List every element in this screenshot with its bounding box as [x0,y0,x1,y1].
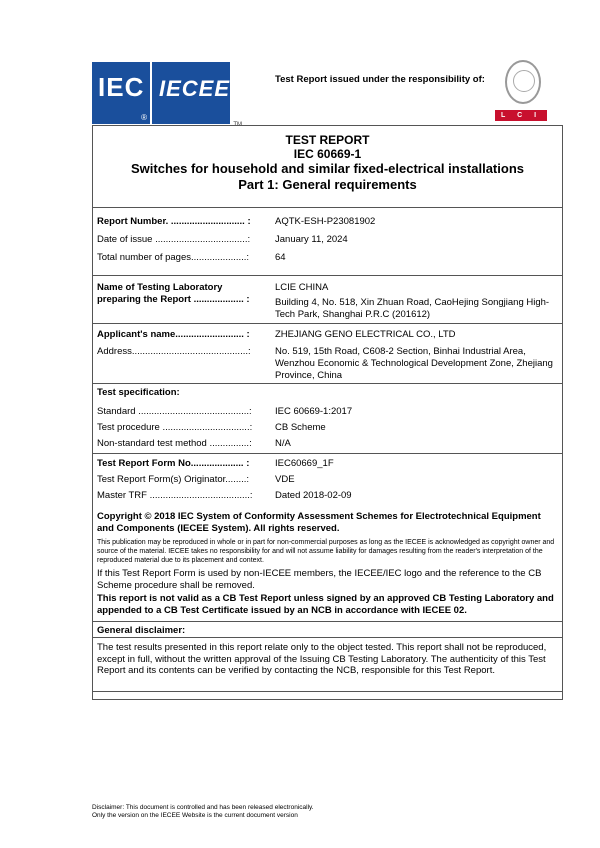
standard-label: Standard ..........................................: [97,406,252,417]
lab-label-line2: preparing the Report ................... : [97,294,250,305]
divider [93,323,562,324]
nonstandard-label: Non-standard test method ...............: [97,438,252,449]
footer-line-2: Only the version on the IECEE Website is the current document version [92,812,298,819]
non-member-notice: If this Test Report Form is used by non-IECEE members, the IECEE/IEC logo and the reference to the CB Scheme procedure shall be removed. [97,568,542,591]
general-disclaimer-text: The test results presented in this report relate only to the object tested. This report shall not be reproduced, except in full, without the written approval of the Issuing CB Testing Laboratory. The authenticity of this Test Report and its contents can be verified by contacting the NCB, responsible for this Test Report. [97,642,547,676]
report-number-label: Report Number. ............................ : [97,216,251,227]
lab-label-line1: Name of Testing Laboratory [97,282,223,293]
general-disclaimer-title: General disclaimer: [97,625,186,636]
applicant-label: Applicant's name.......................... : [97,329,250,340]
spec-title: Test specification: [97,387,180,398]
lab-name: LCIE CHINA [275,282,329,293]
procedure-label: Test procedure .................................: [97,422,253,433]
divider [93,621,562,622]
pages-value: 64 [275,252,286,263]
lab-label [97,282,269,306]
lcie-logo [495,60,547,130]
divider [93,453,562,454]
footer-disclaimer [92,804,314,820]
report-header [93,126,562,193]
divider [93,691,562,692]
date-value: January 11, 2024 [275,234,348,245]
copyright-title: Copyright © 2018 IEC System of Conformity Assessment Schemes for Electrotechnical Equipment and Components (IECEE System). All rights reserved. [97,511,541,534]
divider [93,275,562,276]
divider [93,637,562,638]
lab-value [275,282,560,321]
standard-value: IEC 60669-1:2017 [275,406,353,417]
iec-logo-text: IEC [98,72,145,102]
report-title: TEST REPORT [285,133,370,147]
report-standard: IEC 60669-1 [293,147,362,161]
certification-seal-icon [505,60,541,104]
trf-label: Test Report Form No.................... : [97,458,250,469]
report-part: Part 1: General requirements [238,177,417,192]
report-number-value: AQTK-ESH-P23081902 [275,216,376,227]
lab-address: Building 4, No. 518, Xin Zhuan Road, CaoHejing Songjiang High-Tech Park, Shanghai P.R.C (201612) [275,297,550,320]
footer-line-1: Disclaimer: This document is controlled and has been released electronically. [92,804,314,811]
date-label: Date of issue ...................................: [97,234,251,245]
report-subtitle: Switches for household and similar fixed-electrical installations [131,161,524,176]
trademark-mark: TM [233,122,242,128]
trf-value: IEC60669_1F [275,458,334,469]
pages-label: Total number of pages.....................: [97,252,250,263]
originator-value: VDE [275,474,295,485]
procedure-value: CB Scheme [275,422,326,433]
iecee-logo [152,62,242,128]
divider [93,207,562,208]
applicant-name: ZHEJIANG GENO ELECTRICAL CO., LTD [275,329,456,340]
registered-mark: ® [141,113,147,122]
validity-notice: This report is not valid as a CB Test Report unless signed by an approved CB Testing Laboratory and appended to a CB Test Certificate issued by an NCB in accordance with IECEE 02. [97,593,554,616]
originator-label: Test Report Form(s) Originator........: [97,474,250,485]
lcie-logo-bar: L C I E [495,110,547,121]
address-value: No. 519, 15th Road, C608-2 Section, Binhai Industrial Area, Wenzhou Economic & Technological Development Zone, Zhejiang Province, China [275,346,553,381]
iec-logo [92,62,150,124]
nonstandard-value: N/A [275,438,291,449]
address-label: Address............................................: [97,346,251,357]
master-trf-value: Dated 2018-02-09 [275,490,352,501]
report-frame [92,125,563,700]
master-trf-label: Master TRF ......................................: [97,490,253,501]
responsibility-text: Test Report issued under the responsibility of: [275,74,485,85]
copyright-notice: This publication may be reproduced in whole or in part for non-commercial purposes as long as the IECEE is acknowledged as copyright owner and source of the material. IECEE takes no responsibility for and will not assume liability for damages resulting from the reader's interpretation of the reproduced material due to its placement and context. [97,539,555,564]
divider [93,383,562,384]
iecee-logo-text: IECEE [159,76,231,101]
